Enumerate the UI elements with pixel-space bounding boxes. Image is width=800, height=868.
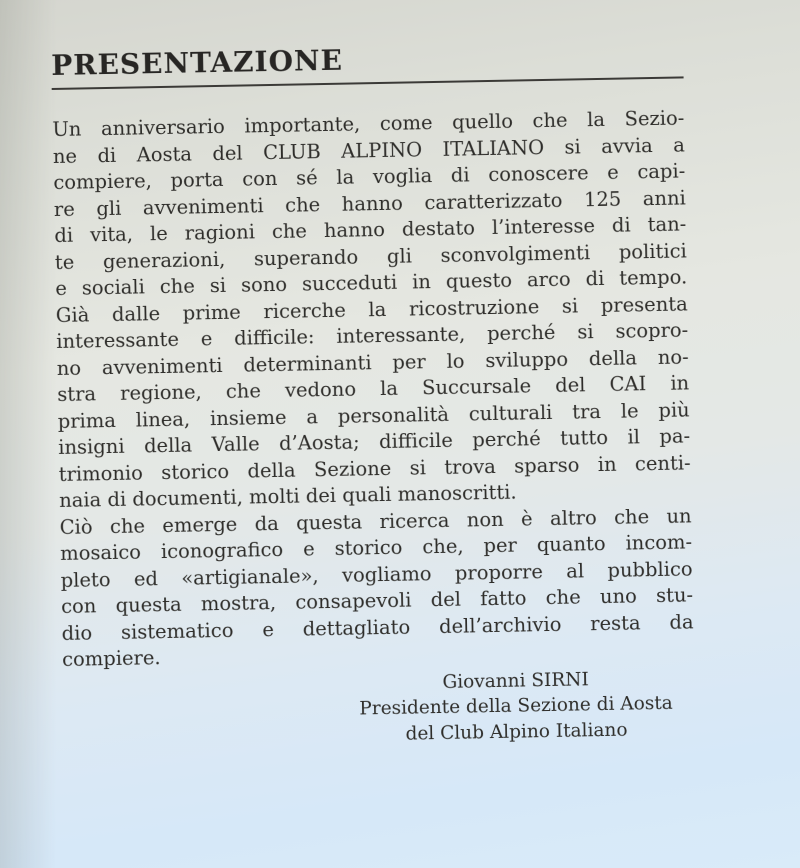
signature-block xyxy=(336,665,695,748)
text-line: con questa mostra, consapevoli del fatto che uno stu- xyxy=(60,583,694,618)
text-line: dio sistematico e dettagliato dell’archivio resta da xyxy=(61,609,694,645)
text-line: naia di documenti, molti dei quali manoscritti. xyxy=(59,480,517,512)
text-line: mosaico iconografico e storico che, per quanto incom- xyxy=(59,530,693,565)
text-line: te generazioni, superando gli sconvolgimenti politici xyxy=(54,238,687,274)
page-title: PRESENTAZIONE xyxy=(50,43,344,82)
text-line: di vita, le ragioni che hanno destato l’interesse di tan- xyxy=(54,212,687,247)
text-line: Ciò che emerge da questa ricerca non è altro che un xyxy=(59,503,692,539)
text-line: re gli avvenimenti che hanno caratterizzato 125 anni xyxy=(53,185,686,221)
text-column xyxy=(51,37,696,752)
signature-role-line-2: del Club Alpino Italiano xyxy=(405,719,628,745)
text-line: compiere, porta con sé la voglia di conoscere e capi- xyxy=(53,159,686,194)
presentation-paragraph xyxy=(52,105,694,673)
text-line: insigni della Valle d’Aosta; difficile perché tutto il pa- xyxy=(58,424,691,459)
text-line: Un anniversario importante, come quello che la Sezio- xyxy=(52,106,685,141)
signature-name: Giovanni SIRNI xyxy=(442,668,589,693)
text-line: ne di Aosta del CLUB ALPINO ITALIANO si avvia a xyxy=(52,132,686,168)
signature-role-line-1: Presidente della Sezione di Aosta xyxy=(359,692,673,720)
text-line: trimonio storico della Sezione si trova sparso in centi- xyxy=(58,450,691,486)
text-line: interessante e difficile: interessante, perché si scopro- xyxy=(56,318,689,353)
text-line: Già dalle prime ricerche la ricostruzione si presenta xyxy=(55,291,688,327)
text-line: compiere. xyxy=(61,646,161,671)
text-line: stra regione, che vedono la Succursale del CAI in xyxy=(57,371,690,406)
text-line: pleto ed «artigianale», vogliamo proporre al pubblico xyxy=(60,556,693,592)
text-line: no avvenimenti determinanti per lo sviluppo della no- xyxy=(56,344,689,380)
text-line: prima linea, insieme a personalità culturali tra le più xyxy=(57,397,690,433)
text-line: e sociali che si sono succeduti in questo arco di tempo. xyxy=(55,265,688,300)
